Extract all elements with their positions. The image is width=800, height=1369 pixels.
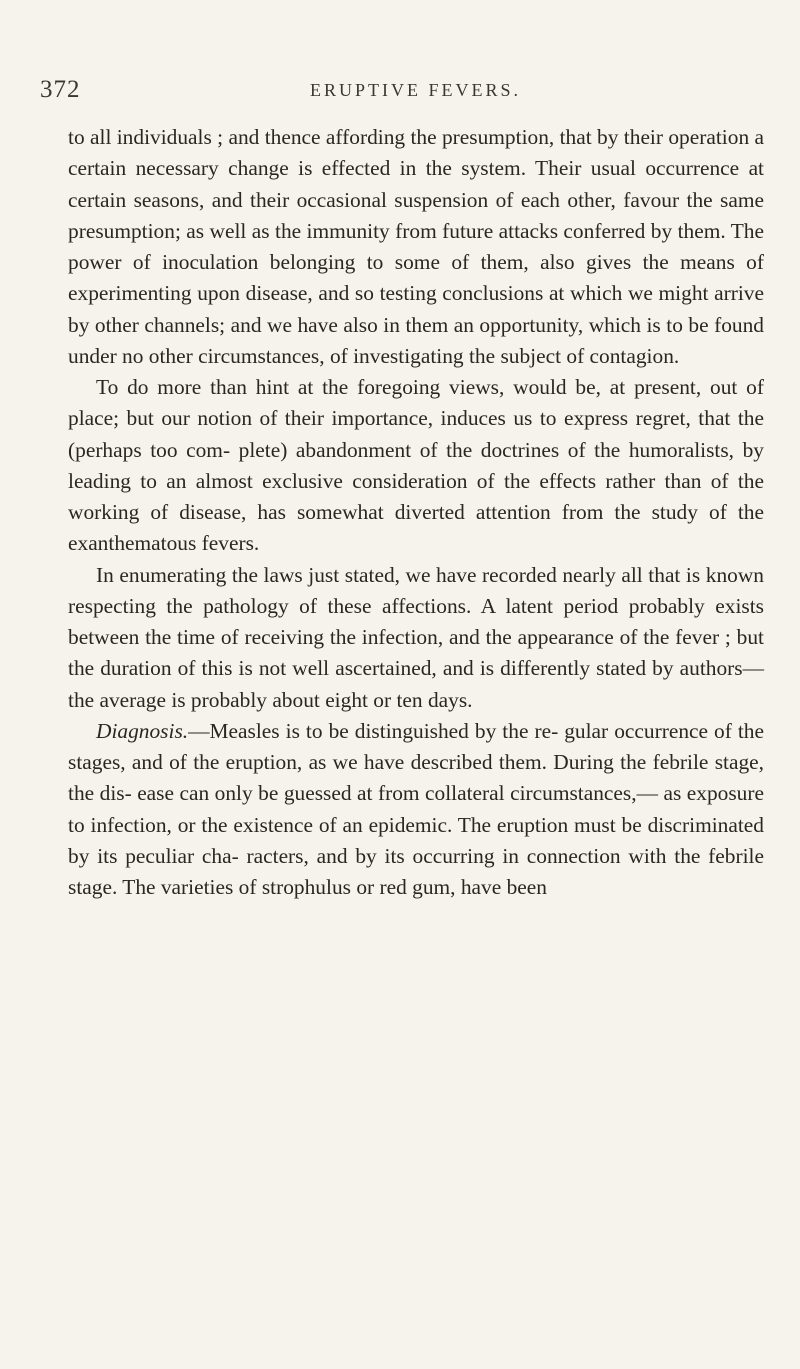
diagnosis-heading: Diagnosis. [96, 718, 189, 743]
body-text [68, 122, 764, 903]
running-title: ERUPTIVE FEVERS. [310, 80, 522, 100]
diagnosis-text: —Measles is to be distinguished by the re- gular occurrence of the stages, and of the eruption, as we have described them. During the febrile stage, the dis- ease can only be guessed at from collateral circumstances,— as exposure to infection, or the existence of an epidemic. The eruption must be discriminated by its peculiar cha- racters, and by its occurring in connection with the febrile stage. The varieties of strophulus or red gum, have been [68, 718, 764, 899]
paragraph-enumerating-laws: In enumerating the laws just stated, we have recorded nearly all that is known respecting the pathology of these affections. A latent period probably exists between the time of receiving the infection, and the appearance of the fever ; but the duration of this is not well ascertained, and is differently stated by authors—the average is probably about eight or ten days. [68, 562, 764, 712]
page-number: 372 [40, 76, 81, 103]
paragraph-foregoing-views: To do more than hint at the foregoing views, would be, at present, out of place; but our notion of their importance, induces us to express regret, that the (perhaps too com- plete) abandonment of the doctrines of the humoralists, by leading to an almost exclusive consideration of the effects rather than of the working of disease, has somewhat diverted attention from the study of the exanthematous fevers. [68, 375, 764, 556]
running-head [0, 76, 800, 106]
paragraph-diagnosis [68, 716, 764, 904]
paragraph-continuation: to all individuals ; and thence affording the presumption, that by their operation a certain necessary change is effected in the system. Their usual occurrence at certain seasons, and their occasional suspension of each other, favour the same presumption; as well as the immunity from future attacks conferred by them. The power of inoculation belonging to some of them, also gives the means of experimenting upon disease, and so testing conclusions at which we might arrive by other channels; and we have also in them an opportunity, which is to be found under no other circumstances, of investigating the subject of contagion. [68, 125, 764, 368]
